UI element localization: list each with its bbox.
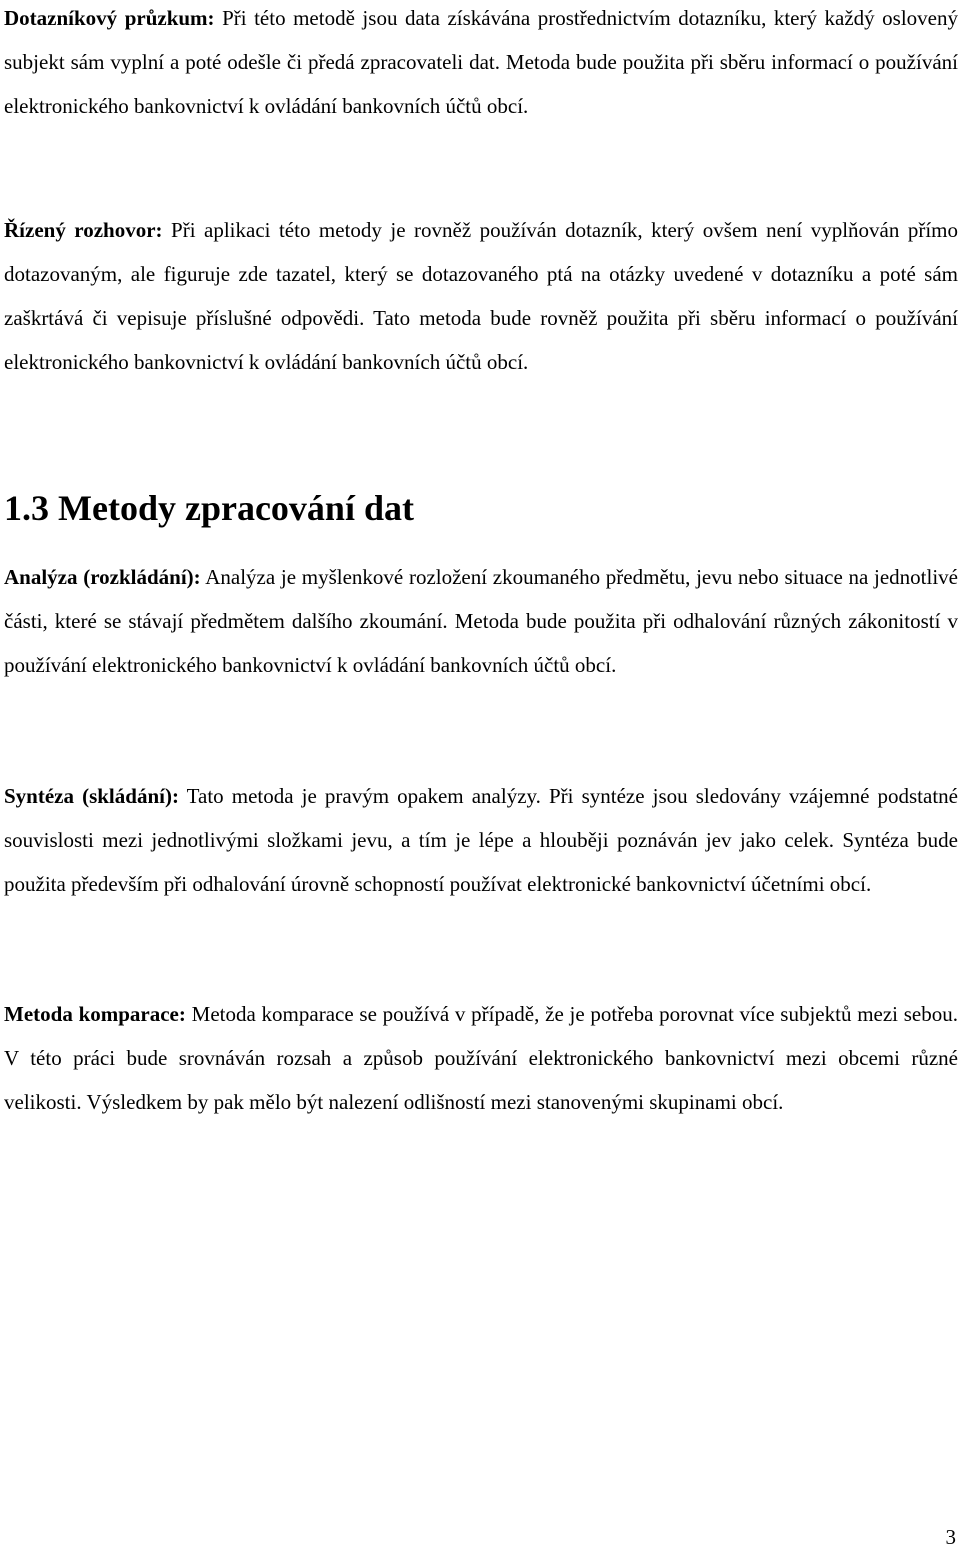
paragraph-text: Metoda komparace se používá v případě, že je potřeba porovnat více subjektů mezi sebou. V této práci bude srovnáván rozsah a způsob používání elektronického bankovnictví mezi obcemi různé velikosti. Výsledkem by pak mělo být nalezení odlišností mezi stanovenými skupinami obcí. [4,1002,959,1114]
paragraph-text: Tato metoda je pravým opakem analýzy. Při syntéze jsou sledovány vzájemné podstatné souvislosti mezi jednotlivými složkami jevu, a tím je lépe a hlouběji poznáván jev jako celek. Syntéza bude použita především při odhalování úrovně schopností používat elektronické bankovnictví účetními obcí. [4,784,958,896]
term-structured-interview: Řízený rozhovor: [4,218,163,242]
paragraph-structured-interview [4,208,958,384]
term-questionnaire-survey: Dotazníkový průzkum: [4,6,215,30]
paragraph-comparison [4,992,958,1124]
paragraph-analysis [4,555,958,687]
term-analysis: Analýza (rozkládání): [4,565,201,589]
page-number: 3 [945,1525,956,1549]
paragraph-synthesis [4,774,958,906]
section-heading: 1.3 Metody zpracování dat [4,488,414,528]
paragraph-questionnaire-survey [4,0,958,128]
paragraph-text: Analýza je myšlenkové rozložení zkoumaného předmětu, jevu nebo situace na jednotlivé části, které se stávají předmětem dalšího zkoumání. Metoda bude použita při odhalování různých zákonitostí v používání elektronického bankovnictví k ovládání bankovních účtů obcí. [4,565,959,677]
term-synthesis: Syntéza (skládání): [4,784,179,808]
paragraph-text: Při aplikaci této metody je rovněž používán dotazník, který ovšem není vyplňován přímo dotazovaným, ale figuruje zde tazatel, který se dotazovaného ptá na otázky uvedené v dotazníku a poté sám zaškrtává či vepisuje příslušné odpovědi. Tato metoda bude rovněž použita při sběru informací o používání elektronického bankovnictví k ovládání bankovních účtů obcí. [4,218,958,374]
term-comparison: Metoda komparace: [4,1002,186,1026]
paragraph-text: Při této metodě jsou data získávána prostřednictvím dotazníku, který každý oslovený subjekt sám vyplní a poté odešle či předá zpracovateli dat. Metoda bude použita při sběru informací o používání elektronického bankovnictví k ovládání bankovních účtů obcí. [4,6,958,118]
